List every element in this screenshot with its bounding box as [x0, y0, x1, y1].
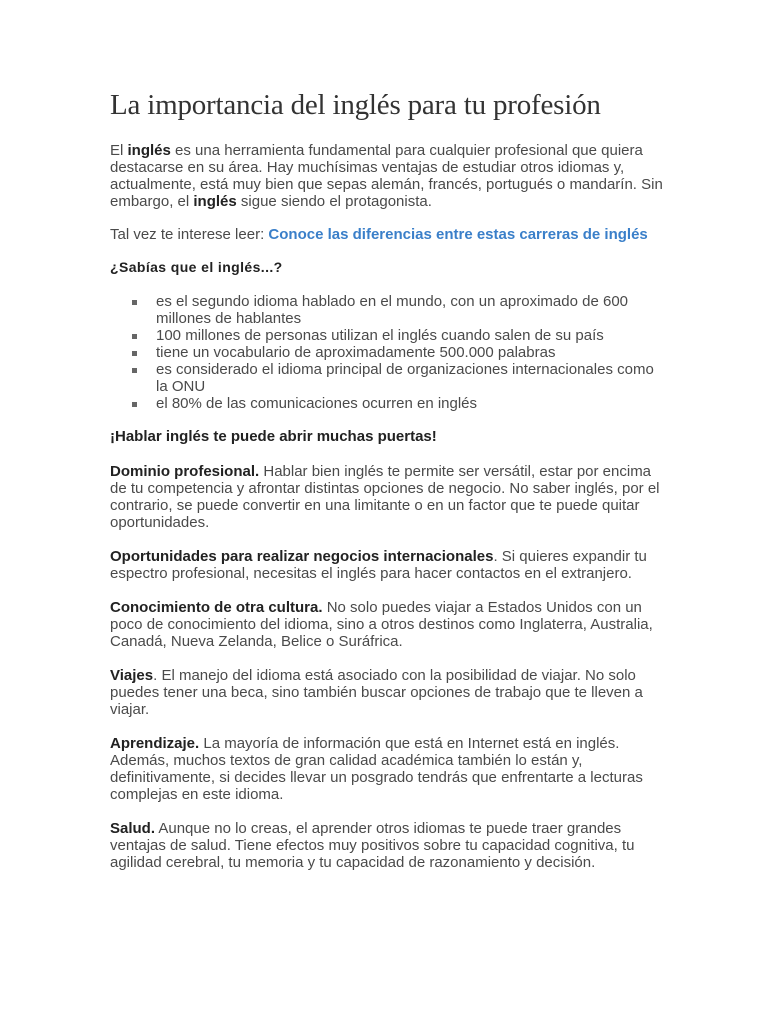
- doors-heading: ¡Hablar inglés te puede abrir muchas puertas!: [110, 428, 437, 445]
- list-item: es el segundo idioma hablado en el mundo, con un aproximado de 600 millones de hablantes: [156, 293, 665, 327]
- section-health: [110, 820, 665, 871]
- list-item: es considerado el idioma principal de organizaciones internacionales como la ONU: [156, 361, 665, 395]
- section-text: Hablar bien inglés te permite ser versátil, estar por encima de tu competencia y afrontar distintas opciones de negocio. No saber inglés, por el contrario, se puede convertir en una limitante o en un factor que te puede quitar oportunidades.: [110, 463, 660, 531]
- section-text: . Si quieres expandir tu espectro profesional, necesitas el inglés para hacer contactos en el extranjero.: [110, 548, 647, 582]
- section-culture: [110, 599, 665, 650]
- intro-bold-1: inglés: [127, 142, 171, 159]
- section-heading: Aprendizaje.: [110, 735, 200, 752]
- related-paragraph: [110, 226, 665, 243]
- intro-bold-2: inglés: [193, 193, 237, 210]
- section-heading: Viajes: [110, 667, 154, 684]
- section-heading: Salud.: [110, 820, 156, 837]
- intro-text-3: sigue siendo el protagonista.: [236, 193, 432, 210]
- intro-text-2: es una herramienta fundamental para cualquier profesional que quiera destacarse en su área. Hay muchísimas ventajas de estudiar otros idiomas y, actualmente, está muy bien que sepas alemán, francés, portugués o mandarín. Sin embargo, el: [110, 142, 663, 210]
- related-prefix: Tal vez te interese leer:: [110, 226, 269, 243]
- intro-paragraph: [110, 142, 665, 210]
- list-item: 100 millones de personas utilizan el inglés cuando salen de su país: [156, 327, 665, 344]
- list-item: el 80% de las comunicaciones ocurren en inglés: [156, 395, 665, 412]
- section-heading: Dominio profesional.: [110, 463, 260, 480]
- section-heading: Oportunidades para realizar negocios internacionales: [110, 548, 494, 565]
- facts-list: [110, 293, 665, 412]
- section-text: La mayoría de información que está en Internet está en inglés. Además, muchos textos de gran calidad académica también lo están y, definitivamente, si decides llevar un posgrado tendrás que enfrentarte a lecturas complejas en este idioma.: [110, 735, 643, 803]
- section-travel: [110, 667, 665, 718]
- section-text: No solo puedes viajar a Estados Unidos con un poco de conocimiento del idioma, sino a otros destinos como Inglaterra, Australia, Canadá, Nueva Zelanda, Belice o Suráfrica.: [110, 599, 653, 650]
- related-article-link[interactable]: Conoce las diferencias entre estas carreras de inglés: [268, 226, 648, 243]
- section-text: . El manejo del idioma está asociado con la posibilidad de viajar. No solo puedes tener una beca, sino también buscar opciones de trabajo que te lleven a viajar.: [110, 667, 643, 718]
- list-item: tiene un vocabulario de aproximadamente 500.000 palabras: [156, 344, 665, 361]
- article-body: [110, 88, 665, 888]
- did-you-know-heading: ¿Sabías que el inglés...?: [110, 259, 283, 275]
- section-professional: [110, 463, 665, 531]
- section-business: [110, 548, 665, 582]
- page-title: La importancia del inglés para tu profesión: [110, 89, 601, 121]
- section-text: Aunque no lo creas, el aprender otros idiomas te puede traer grandes ventajas de salud. Tiene efectos muy positivos sobre tu capacidad cognitiva, tu agilidad cerebral, tu memoria y tu capacidad de razonamiento y decisión.: [110, 820, 635, 871]
- section-heading: Conocimiento de otra cultura.: [110, 599, 323, 616]
- section-learning: [110, 735, 665, 803]
- intro-text-1: El: [110, 142, 128, 159]
